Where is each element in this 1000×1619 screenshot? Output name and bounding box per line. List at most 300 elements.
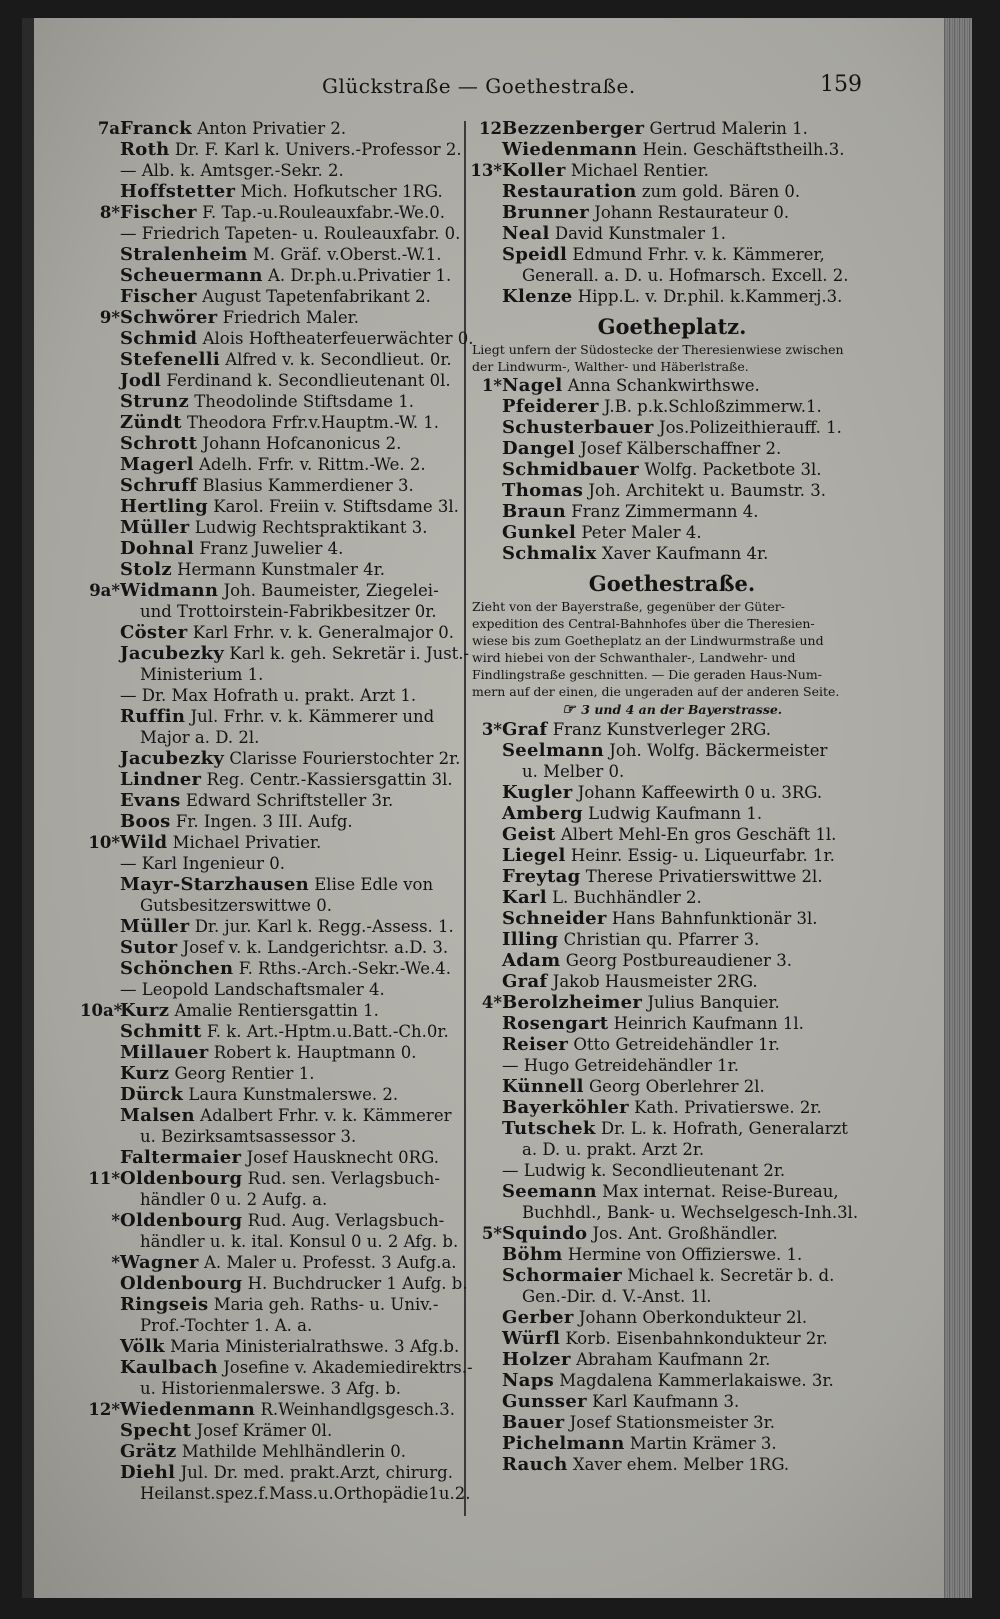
- description-line: Liegt unfern der Südostecke der Theresienwiese zwischen: [472, 342, 844, 357]
- resident-details: F. Tap.-u.Rouleauxfabr.-We.0.: [202, 203, 445, 222]
- description-line: wiese bis zum Goetheplatz an der Lindwurmstraße und: [472, 633, 824, 648]
- directory-entry: [80, 118, 490, 139]
- resident-details: L. Buchhändler 2.: [552, 888, 702, 907]
- resident-details: Xaver ehem. Melber 1RG.: [572, 1455, 790, 1474]
- directory-entry: [462, 1097, 882, 1118]
- resident-details: Johann Kaffeewirth 0 u. 3RG.: [577, 783, 823, 802]
- resident-details: Buchhdl., Bank- u. Wechselgesch-Inh.3l.: [522, 1203, 859, 1222]
- directory-entry: [462, 139, 882, 160]
- resident-details: Elise Edle von: [314, 875, 434, 894]
- directory-entry: [80, 1105, 490, 1126]
- street-note: [462, 700, 882, 719]
- resident-details: Maria geh. Raths- u. Univ.-: [213, 1295, 439, 1314]
- resident-details: Anna Schankwirthswe.: [567, 376, 760, 395]
- resident-details: Joh. Baumeister, Ziegelei-: [223, 581, 439, 600]
- resident-name: Faltermaier: [120, 1147, 242, 1168]
- directory-entry: [80, 1189, 490, 1210]
- resident-name: Rauch: [502, 1454, 568, 1475]
- resident-details: — Hugo Getreidehändler 1r.: [502, 1056, 739, 1075]
- directory-entry: [80, 1042, 490, 1063]
- resident-name: Lindner: [120, 769, 202, 790]
- directory-entry: [80, 727, 490, 748]
- directory-entry: [462, 1055, 882, 1076]
- resident-details: Josef v. k. Landgerichtsr. a.D. 3.: [182, 938, 449, 957]
- resident-details: Dr. jur. Karl k. Regg.-Assess. 1.: [194, 917, 454, 936]
- directory-entry: [462, 1349, 882, 1370]
- resident-name: Pfeiderer: [502, 396, 599, 417]
- resident-name: Evans: [120, 790, 181, 811]
- directory-entry: [462, 1160, 882, 1181]
- resident-name: Oldenbourg: [120, 1210, 243, 1231]
- resident-name: Reiser: [502, 1034, 569, 1055]
- resident-details: Gutsbesitzerswittwe 0.: [140, 896, 332, 915]
- resident-details: händler 0 u. 2 Aufg. a.: [140, 1190, 328, 1209]
- resident-name: Tutschek: [502, 1118, 596, 1139]
- resident-name: Seemann: [502, 1181, 597, 1202]
- resident-details: Karl Frhr. v. k. Generalmajor 0.: [192, 623, 454, 642]
- resident-details: Christian qu. Pfarrer 3.: [563, 930, 760, 949]
- page-edge-stack: [944, 18, 972, 1598]
- directory-entry: [80, 1273, 490, 1294]
- resident-details: Josefine v. Akademiedirektrs.-: [223, 1358, 473, 1377]
- resident-details: Theodora Frfr.v.Hauptm.-W. 1.: [186, 413, 440, 432]
- resident-name: Strunz: [120, 391, 189, 412]
- resident-name: Cöster: [120, 622, 188, 643]
- resident-details: R.Weinhandlgsgesch.3.: [260, 1400, 456, 1419]
- goetheplatz-description: [462, 341, 882, 375]
- directory-entry: [462, 1034, 882, 1055]
- resident-details: Peter Maler 4.: [581, 523, 702, 542]
- resident-details: u. Bezirksamtsassessor 3.: [140, 1127, 357, 1146]
- right-column: [462, 118, 882, 1475]
- description-line: der Lindwurm-, Walther- und Häberlstraße.: [472, 359, 749, 374]
- resident-name: Nagel: [502, 375, 563, 396]
- goethestrasse-heading: Goethestraße.: [588, 571, 756, 596]
- resident-name: Kurz: [120, 1063, 170, 1084]
- goetheplatz-heading: Goetheplatz.: [597, 314, 747, 339]
- directory-entry: [80, 307, 490, 328]
- resident-details: Wolfg. Packetbote 3l.: [644, 460, 822, 479]
- resident-details: H. Buchdrucker 1 Aufg. b.: [247, 1274, 468, 1293]
- directory-entry: [80, 1336, 490, 1357]
- resident-name: Gerber: [502, 1307, 574, 1328]
- resident-name: Diehl: [120, 1462, 176, 1483]
- resident-details: Gertrud Malerin 1.: [649, 119, 808, 138]
- resident-details: Georg Postbureaudiener 3.: [565, 951, 792, 970]
- resident-details: Korb. Eisenbahnkondukteur 2r.: [565, 1329, 828, 1348]
- directory-entry: [462, 908, 882, 929]
- resident-details: u. Historienmalerswe. 3 Afg. b.: [140, 1379, 401, 1398]
- resident-name: Seelmann: [502, 740, 605, 761]
- directory-entry: [80, 1021, 490, 1042]
- directory-entry: [80, 811, 490, 832]
- resident-name: Braun: [502, 501, 567, 522]
- directory-entry: [80, 790, 490, 811]
- resident-name: Böhm: [502, 1244, 563, 1265]
- directory-entry: [80, 979, 490, 1000]
- directory-entry: [80, 1357, 490, 1378]
- description-line: expedition des Central-Bahnhofes über die Theresien-: [472, 616, 815, 631]
- directory-entry: [462, 866, 882, 887]
- resident-details: Jul. Frhr. v. k. Kämmerer und: [190, 707, 435, 726]
- directory-entry: [462, 543, 882, 564]
- resident-name: Roth: [120, 139, 170, 160]
- resident-details: Michael Rentier.: [570, 161, 709, 180]
- directory-entry: [462, 480, 882, 501]
- directory-entry: [462, 1139, 882, 1160]
- directory-entry: [80, 517, 490, 538]
- goethestrasse-continued-list: [462, 118, 882, 307]
- resident-details: Dr. L. k. Hofrath, Generalarzt: [600, 1119, 848, 1138]
- resident-name: Stefenelli: [120, 349, 221, 370]
- resident-details: Amalie Rentiersgattin 1.: [174, 1001, 379, 1020]
- directory-entry: [462, 1223, 882, 1244]
- goetheplatz-list: [462, 375, 882, 564]
- resident-details: A. Maler u. Professt. 3 Aufg.a.: [203, 1253, 457, 1272]
- directory-entry: [462, 761, 882, 782]
- resident-name: Mayr-Starzhausen: [120, 874, 309, 895]
- directory-entry: [80, 748, 490, 769]
- resident-name: Müller: [120, 517, 190, 538]
- resident-details: Hermine von Offizierswe. 1.: [567, 1245, 803, 1264]
- resident-details: August Tapetenfabrikant 2.: [202, 287, 431, 306]
- resident-details: Heinr. Essig- u. Liqueurfabr. 1r.: [570, 846, 835, 865]
- directory-entry: [80, 706, 490, 727]
- resident-details: Johann Oberkondukteur 2l.: [578, 1308, 808, 1327]
- resident-details: — Ludwig k. Secondlieutenant 2r.: [502, 1161, 786, 1180]
- directory-entry: [462, 1244, 882, 1265]
- resident-details: Josef Krämer 0l.: [196, 1421, 333, 1440]
- directory-entry: [462, 1076, 882, 1097]
- directory-entry: [80, 223, 490, 244]
- directory-entry: [462, 803, 882, 824]
- directory-entry: [80, 853, 490, 874]
- resident-details: Ludwig Kaufmann 1.: [588, 804, 763, 823]
- resident-name: Scheuermann: [120, 265, 263, 286]
- resident-details: Edmund Frhr. v. k. Kämmerer,: [572, 245, 825, 264]
- house-number: 12*: [88, 1400, 120, 1419]
- house-number: 9*: [99, 308, 120, 327]
- resident-details: Rud. Aug. Verlagsbuch-: [247, 1211, 445, 1230]
- directory-entry: [462, 719, 882, 740]
- directory-entry: [80, 454, 490, 475]
- resident-details: Franz Kunstverleger 2RG.: [552, 720, 772, 739]
- resident-name: Schruff: [120, 475, 198, 496]
- resident-details: Kath. Privatierswe. 2r.: [634, 1098, 822, 1117]
- resident-details: Otto Getreidehändler 1r.: [573, 1035, 780, 1054]
- directory-entry: [80, 391, 490, 412]
- house-number: 5*: [481, 1224, 502, 1243]
- resident-name: Malsen: [120, 1105, 195, 1126]
- directory-entry: [80, 1315, 490, 1336]
- directory-entry: [462, 118, 882, 139]
- resident-name: Jacubezky: [120, 748, 225, 769]
- directory-entry: [80, 1420, 490, 1441]
- directory-entry: [80, 370, 490, 391]
- resident-name: Fischer: [120, 286, 197, 307]
- directory-entry: [80, 1000, 490, 1021]
- resident-name: Wiedenmann: [120, 1399, 256, 1420]
- resident-details: Albert Mehl-En gros Geschäft 1l.: [560, 825, 837, 844]
- resident-name: Liegel: [502, 845, 566, 866]
- resident-details: Adalbert Frhr. v. k. Kämmerer: [200, 1106, 452, 1125]
- resident-name: Kurz: [120, 1000, 170, 1021]
- resident-details: Georg Oberlehrer 2l.: [589, 1077, 765, 1096]
- resident-name: Gunsser: [502, 1391, 587, 1412]
- resident-details: Xaver Kaufmann 4r.: [601, 544, 769, 563]
- resident-details: Joh. Wolfg. Bäckermeister: [609, 741, 828, 760]
- description-line: Zieht von der Bayerstraße, gegenüber der Güter-: [472, 599, 785, 614]
- resident-details: — Friedrich Tapeten- u. Rouleauxfabr. 0.: [120, 224, 461, 243]
- resident-details: Jakob Hausmeister 2RG.: [552, 972, 758, 991]
- resident-name: Stralenheim: [120, 244, 248, 265]
- resident-name: Schmidbauer: [502, 459, 640, 480]
- directory-entry: [462, 1412, 882, 1433]
- resident-name: Klenze: [502, 286, 573, 307]
- directory-entry: [80, 1084, 490, 1105]
- directory-entry: [80, 664, 490, 685]
- directory-entry: [462, 160, 882, 181]
- directory-entry: [80, 559, 490, 580]
- resident-name: Rosengart: [502, 1013, 609, 1034]
- resident-details: Laura Kunstmalerswe. 2.: [188, 1085, 399, 1104]
- resident-details: Major a. D. 2l.: [140, 728, 260, 747]
- resident-details: Magdalena Kammerlakaiswe. 3r.: [559, 1371, 834, 1390]
- resident-details: — Alb. k. Amtsger.-Sekr. 2.: [120, 161, 344, 180]
- book-page: [22, 18, 972, 1598]
- resident-name: Gunkel: [502, 522, 577, 543]
- directory-entry: [80, 181, 490, 202]
- directory-entry: [462, 992, 882, 1013]
- resident-details: Mathilde Mehlhändlerin 0.: [181, 1442, 406, 1461]
- resident-name: Millauer: [120, 1042, 209, 1063]
- resident-details: Robert k. Hauptmann 0.: [213, 1043, 417, 1062]
- resident-details: Jul. Dr. med. prakt.Arzt, chirurg.: [180, 1463, 453, 1482]
- directory-entry: [462, 1307, 882, 1328]
- resident-details: — Karl Ingenieur 0.: [120, 854, 285, 873]
- resident-name: Schusterbauer: [502, 417, 654, 438]
- directory-entry: [462, 1118, 882, 1139]
- resident-details: — Leopold Landschaftsmaler 4.: [120, 980, 385, 999]
- description-line: Findlingstraße geschnitten. — Die geraden Haus-Num-: [472, 667, 822, 682]
- resident-details: Fr. Ingen. 3 III. Aufg.: [175, 812, 353, 831]
- resident-name: Wiedenmann: [502, 139, 638, 160]
- directory-entry: [80, 874, 490, 895]
- resident-name: Naps: [502, 1370, 555, 1391]
- directory-entry: [80, 433, 490, 454]
- pointing-hand-icon: ☞: [561, 700, 576, 718]
- street-note-text: 3 und 4 an der Bayerstrasse.: [581, 702, 783, 717]
- resident-details: Joh. Architekt u. Baumstr. 3.: [588, 481, 827, 500]
- resident-name: Graf: [502, 719, 548, 740]
- resident-name: Karl: [502, 887, 547, 908]
- directory-entry: [462, 223, 882, 244]
- resident-name: Dohnal: [120, 538, 195, 559]
- resident-name: Stolz: [120, 559, 172, 580]
- directory-entry: [80, 286, 490, 307]
- directory-entry: [80, 895, 490, 916]
- resident-name: Brunner: [502, 202, 589, 223]
- resident-details: Karl Kaufmann 3.: [592, 1392, 740, 1411]
- directory-entry: [462, 396, 882, 417]
- header-title: Glückstraße — Goethestraße.: [322, 74, 636, 98]
- resident-details: David Kunstmaler 1.: [554, 224, 727, 243]
- resident-details: A. Dr.ph.u.Privatier 1.: [267, 266, 452, 285]
- goethestrasse-list: [462, 719, 882, 1475]
- resident-details: Anton Privatier 2.: [197, 119, 347, 138]
- resident-name: Franck: [120, 118, 192, 139]
- resident-details: Georg Rentier 1.: [174, 1064, 315, 1083]
- resident-details: Karl k. geh. Sekretär i. Just.-: [229, 644, 470, 663]
- resident-details: Jos.Polizeithierauff. 1.: [658, 418, 842, 437]
- directory-entry: [80, 916, 490, 937]
- resident-details: Julius Banquier.: [647, 993, 780, 1012]
- description-line: mern auf der einen, die ungeraden auf der anderen Seite.: [472, 684, 840, 699]
- house-number: 8*: [99, 203, 120, 222]
- resident-details: Jos. Ant. Großhändler.: [592, 1224, 778, 1243]
- directory-entry: [80, 538, 490, 559]
- directory-entry: [462, 1265, 882, 1286]
- directory-entry: [462, 286, 882, 307]
- resident-details: Hein. Geschäftstheilh.3.: [642, 140, 845, 159]
- resident-name: Sutor: [120, 937, 178, 958]
- house-number: 11*: [88, 1169, 120, 1188]
- directory-entry: [462, 1370, 882, 1391]
- resident-name: Würfl: [502, 1328, 561, 1349]
- directory-entry: [462, 1202, 882, 1223]
- resident-name: Schrott: [120, 433, 198, 454]
- directory-entry: [462, 522, 882, 543]
- resident-details: Michael Privatier.: [172, 833, 322, 852]
- directory-entry: [80, 1462, 490, 1483]
- directory-entry: [462, 740, 882, 761]
- house-number: 4*: [481, 993, 502, 1012]
- directory-entry: [462, 845, 882, 866]
- resident-details: Heilanst.spez.f.Mass.u.Orthopädie1u.2.: [140, 1484, 471, 1503]
- resident-details: Ferdinand k. Secondlieutenant 0l.: [166, 371, 451, 390]
- resident-name: Oldenbourg: [120, 1273, 243, 1294]
- directory-entry: [462, 375, 882, 396]
- left-column: [80, 118, 490, 1504]
- resident-name: Schönchen: [120, 958, 234, 979]
- directory-entry: [462, 782, 882, 803]
- resident-details: a. D. u. prakt. Arzt 2r.: [522, 1140, 705, 1159]
- directory-entry: [80, 769, 490, 790]
- resident-name: Bezzenberger: [502, 118, 645, 139]
- directory-entry: [80, 139, 490, 160]
- resident-name: Illing: [502, 929, 559, 950]
- house-number: 12: [479, 119, 502, 138]
- resident-details: Prof.-Tochter 1. A. a.: [140, 1316, 313, 1335]
- directory-entry: [462, 971, 882, 992]
- directory-entry: [80, 265, 490, 286]
- resident-name: Schmitt: [120, 1021, 202, 1042]
- directory-entry: [80, 622, 490, 643]
- resident-name: Speidl: [502, 244, 568, 265]
- resident-details: Martin Krämer 3.: [629, 1434, 777, 1453]
- resident-details: F. k. Art.-Hptm.u.Batt.-Ch.0r.: [206, 1022, 449, 1041]
- directory-entry: [80, 1294, 490, 1315]
- directory-entry: [80, 496, 490, 517]
- resident-name: Bauer: [502, 1412, 565, 1433]
- resident-name: Dürck: [120, 1084, 184, 1105]
- resident-details: Josef Hausknecht 0RG.: [246, 1148, 439, 1167]
- resident-details: Ludwig Rechtspraktikant 3.: [194, 518, 428, 537]
- resident-name: Schmalix: [502, 543, 597, 564]
- resident-details: Blasius Kammerdiener 3.: [202, 476, 414, 495]
- directory-entry: [462, 438, 882, 459]
- house-number: 13*: [470, 161, 502, 180]
- resident-details: u. Melber 0.: [522, 762, 625, 781]
- directory-entry: [80, 1126, 490, 1147]
- resident-name: Kugler: [502, 782, 573, 803]
- resident-name: Berolzheimer: [502, 992, 643, 1013]
- resident-details: und Trottoirstein-Fabrikbesitzer 0r.: [140, 602, 437, 621]
- resident-details: Hermann Kunstmaler 4r.: [177, 560, 385, 579]
- resident-name: Neal: [502, 223, 550, 244]
- resident-details: Gen.-Dir. d. V.-Anst. 1l.: [522, 1287, 712, 1306]
- resident-details: Therese Privatierswittwe 2l.: [585, 867, 823, 886]
- directory-entry: [80, 832, 490, 853]
- resident-name: Freytag: [502, 866, 581, 887]
- resident-details: Josef Kälberschaffner 2.: [580, 439, 782, 458]
- resident-name: Widmann: [120, 580, 219, 601]
- directory-entry: [80, 1252, 490, 1273]
- directory-entry: [80, 412, 490, 433]
- resident-details: J.B. p.k.Schloßzimmerw.1.: [603, 397, 822, 416]
- resident-name: Schwörer: [120, 307, 218, 328]
- directory-entry: [80, 349, 490, 370]
- resident-name: Restauration: [502, 181, 637, 202]
- house-number: 9a*: [89, 581, 120, 600]
- directory-entry: [80, 1210, 490, 1231]
- resident-details: Abraham Kaufmann 2r.: [576, 1350, 771, 1369]
- resident-details: Karol. Freiin v. Stiftsdame 3l.: [213, 497, 459, 516]
- house-number: 10a*: [80, 1001, 123, 1020]
- directory-entry: [80, 475, 490, 496]
- resident-name: Fischer: [120, 202, 197, 223]
- directory-entry: [462, 501, 882, 522]
- resident-name: Hertling: [120, 496, 209, 517]
- resident-details: Mich. Hofkutscher 1RG.: [240, 182, 443, 201]
- resident-name: Magerl: [120, 454, 194, 475]
- directory-entry: [462, 1328, 882, 1349]
- resident-name: Wild: [120, 832, 168, 853]
- directory-entry: [462, 1391, 882, 1412]
- resident-details: Michael k. Secretär b. d.: [627, 1266, 835, 1285]
- resident-details: zum gold. Bären 0.: [641, 182, 801, 201]
- directory-entry: [80, 202, 490, 223]
- resident-name: Grätz: [120, 1441, 177, 1462]
- resident-name: Boos: [120, 811, 171, 832]
- resident-details: Ministerium 1.: [140, 665, 264, 684]
- resident-name: Jodl: [120, 370, 162, 391]
- directory-entry: [80, 643, 490, 664]
- resident-name: Völk: [120, 1336, 165, 1357]
- resident-name: Künnell: [502, 1076, 584, 1097]
- resident-details: Adelh. Frfr. v. Rittm.-We. 2.: [199, 455, 426, 474]
- resident-details: Clarisse Fourierstochter 2r.: [229, 749, 461, 768]
- directory-entry: [462, 1181, 882, 1202]
- resident-name: Thomas: [502, 480, 584, 501]
- directory-entry: [80, 958, 490, 979]
- directory-entry: [80, 1483, 490, 1504]
- directory-entry: [462, 824, 882, 845]
- directory-entry: [80, 1378, 490, 1399]
- resident-details: Rud. sen. Verlagsbuch-: [247, 1169, 440, 1188]
- directory-entry: [462, 1433, 882, 1454]
- directory-entry: [80, 937, 490, 958]
